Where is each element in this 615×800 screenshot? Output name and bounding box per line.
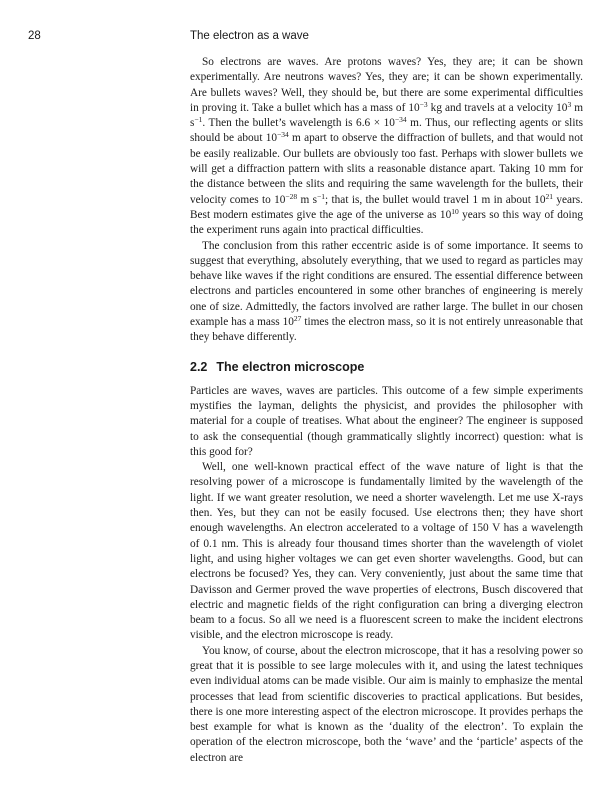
section-number: 2.2 [190,359,208,374]
page-number: 28 [28,30,41,42]
paragraph-bullets-waves: So electrons are waves. Are protons waves? Yes, they are; it can be shown experimentally. Are neutrons waves? Yes, they are; it can be shown experimentally. Are bullets waves? Well, they should be, but there are some experimental difficulties in proving it. Take a bullet which has a mass of $10^{-3}$ kg and travels at a velocity $10^3$ m $s^{-1}$. Then the bullet’s wavelength is $6.6 \times 10^{-34}$ m. Thus, our reflecting agents or slits should be about $10^{-34}$ m apart to observe the diffraction of bullets, and that would not be easily realizable. Our bullets are obviously too fast. Perhaps with slower bullets we will get a diffraction pattern with slits a reasonable distance apart. Taking 10 mm for the distance between the slits and requiring the same wavelength for the bullets, their velocity comes to $10^{-28}$ m $s^{-1}$; that is, the bullet would travel 1 m in about $10^{21}$ years. Best modern estimates give the age of the universe as $10^{10}$ years so this way of doing the experiment runs again into practical difficulties. [190,56,584,237]
section-heading [190,359,583,375]
body-text [190,55,583,766]
paragraph-resolving-power: Well, one well-known practical effect of the wave nature of light is that the resolving power of a microscope is fundamentally limited by the wavelength of the light. If we want greater resolution, we need a shorter wavelength. Let me use X-rays then. Yes, but they can not be easily focused. Use electrons then; they have short enough wavelengths. An electron accelerated to a voltage of 150 V has a wavelength of 0.1 nm. This is already four thousand times shorter than the wavelength of violet light, and using higher voltages we can get even shorter wavelengths. Good, but can electrons be focused? Yes, they can. Very conveniently, just about the same time that Davisson and Germer proved the wave properties of electrons, Busch discovered that electric and magnetic fields of the right configuration can bring a diverging electron beam to a focus. So all we need is a fluorescent screen to make the incident electrons visible, and the electron microscope is ready. [190,461,583,642]
paragraph-particles-waves: Particles are waves, waves are particles. This outcome of a few simple experiments mystifies the layman, delights the physicist, and provides the philosopher with material for a couple of treatises. What about the engineer? The engineer is supposed to ask the consequential (though grammatically slightly incorrect) question: what is this good for? [190,384,583,458]
paragraph-duality: You know, of course, about the electron microscope, that it has a resolving power so great that it is possible to see large molecules with it, and using the latest techniques even individual atoms can be made visible. Our aim is mainly to emphasize the mental processes that lead from scientific discoveries to practical applications. But besides, there is one more interesting aspect of the electron microscope. It provides perhaps the best example for what is known as the ‘duality of the electron’. To explain the operation of the electron microscope, both the ‘wave’ and the ‘particle’ aspects of the electron are [190,644,583,764]
paragraph-conclusion: The conclusion from this rather eccentric aside is of some importance. It seems to suggest that everything, absolutely everything, that we used to regard as particles may behave like waves if the right conditions are ensured. The essential difference between electrons and particles encountered in some other branches of engineering is merely one of size. Admittedly, the factors involved are rather large. The bullet in our chosen example has a mass $10^{27}$ times the electron mass, so it is not entirely unreasonable that they behave differently. [190,239,583,344]
section-title: The electron microscope [216,359,365,374]
running-title: The electron as a wave [190,30,309,42]
running-head [28,30,588,46]
